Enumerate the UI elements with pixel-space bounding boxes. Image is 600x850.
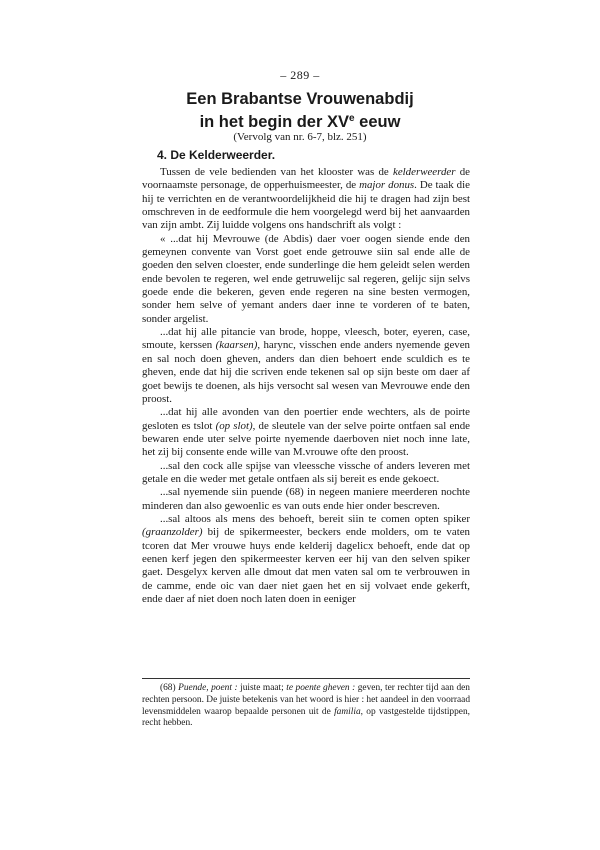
paragraph-intro: [142, 166, 470, 233]
italic-term: familia: [334, 706, 361, 717]
title-line-2: [0, 109, 600, 132]
title-line-2-prefix: in het begin der XV: [199, 113, 349, 131]
title-line-1: Een Brabantse Vrouwenabdij: [186, 90, 414, 108]
text-run: juiste maat;: [237, 683, 287, 693]
body-text: [142, 166, 470, 606]
section-heading: 4. De Kelderweerder.: [157, 148, 276, 162]
text-run: . De taak die hij te verrichten en de verantwoordelijkheid die hij te dragen had zijn best omschreven in de eedformule die hem voorgelegd werd bij het aanvaarden van zijn ambt. Zij luidde volgens ons handschrift als volgt :: [142, 179, 470, 232]
text-run: , de sleutele van der selve poirte ontfaen sal ende bewaren ende uter selve poirte nyemende daerboven niet noch inne late, het zij bij consente ende wille van M.vrouwe ofte den proost.: [142, 419, 471, 459]
text-run: geven, ter rechter tijd aan den rechten persoon. De juiste betekenis van het woord is hier : het aandeel in den voorraad levensmiddelen waarop bepaalde personen uit de: [142, 683, 471, 717]
italic-term: Puende, poent :: [178, 683, 238, 693]
text-run: bij de spikermeester, beckers ende molders, om te vaten tcoren dat Mer vrouwe huys ende kelderij dagelicx behoeft, ende dat op eenen kerf jegen den spikermeester kerven eer hij van den selven spiker gaet. Desgelyx kerven alle dmout dat men vaten sal om te verbrouwen in de camme, ende oic van daer niet gaen het en sij volvaet ende gekerft, ende daer af niet doen noch laten doen in eeniger: [142, 526, 470, 605]
text-run: Tussen de vele bedienden van het klooster was de: [160, 166, 393, 178]
italic-term: te poente gheven :: [286, 683, 356, 693]
paragraph-oath-4: ...sal den cock alle spijse van vleessche vissche of anders leveren met getale en die weder met getale ontfaen als sij bereit es ende gekoect.: [142, 459, 470, 485]
footnote-text: [142, 683, 470, 730]
italic-gloss: (kaarsen): [215, 339, 258, 352]
paragraph-oath-3: [142, 406, 470, 459]
footnote-marker: (68): [160, 683, 179, 693]
italic-term: kelderweerder: [392, 166, 456, 178]
paragraph-oath-2: [142, 326, 470, 406]
paragraph-oath-5: ...sal nyemende siin puende (68) in negeen maniere meerderen nochte minderen dan also gewoenlic es van outs ende hier onder bescreven.: [142, 486, 470, 512]
italic-gloss: (op slot): [215, 419, 253, 432]
title-century-superscript: e: [349, 113, 355, 124]
paragraph-oath-6: [142, 513, 470, 606]
italic-term: major donus: [359, 179, 415, 192]
text-run: ...dat hij alle pitancie van brode, hoppe, vleesch, boter, eyeren, case, smoute, kerssen: [142, 326, 470, 352]
text-run: de voornaamste personage, de opperhuismeester, de: [142, 166, 470, 192]
text-run: , harync, visschen ende anders nyemende geven en sal noch doen gheven, anders dan dien behoert ende sculdich es te gheven, ende dat hij die scriven ende tekenen sal op sijn beste om daer af goet bewijs te doenen, als hijs versocht sal wesen van Mevrouwe ende den proost.: [142, 339, 470, 405]
article-title: [0, 90, 600, 132]
footnote-68: [142, 683, 470, 730]
text-run: ...dat hij alle avonden van den poertier ende wechters, als de poirte gesloten es tslot: [142, 406, 470, 432]
page-number: – 289 –: [280, 68, 320, 82]
footnote-divider: [142, 678, 470, 679]
italic-gloss: (graanzolder): [142, 526, 203, 539]
text-run: , op vastgestelde tijdstippen, recht hebben.: [142, 706, 470, 729]
text-run: ...sal altoos als mens des behoeft, bereit siin te comen opten spiker: [160, 512, 470, 525]
paragraph-oath-1: « ...dat hij Mevrouwe (de Abdis) daer voer oogen siende ende den gemeynen convente van Vorst goet ende getrouwe siin sal ende alle de goeden den selven cloester, ende sunderlinge die hem geleidt selen werden ende bevolen te regeren, wel ende getruwelijc sal regeren, gelijc sijn selvs goede ende die bekeren, geven ende regeren na sine besten vermogen, sonder hem selve of yemant anders daer inne te vorderen of te baten, sonder argelist.: [142, 232, 470, 325]
title-line-2-suffix: eeuw: [354, 113, 401, 131]
continuation-note: (Vervolg van nr. 6-7, blz. 251): [233, 131, 367, 143]
